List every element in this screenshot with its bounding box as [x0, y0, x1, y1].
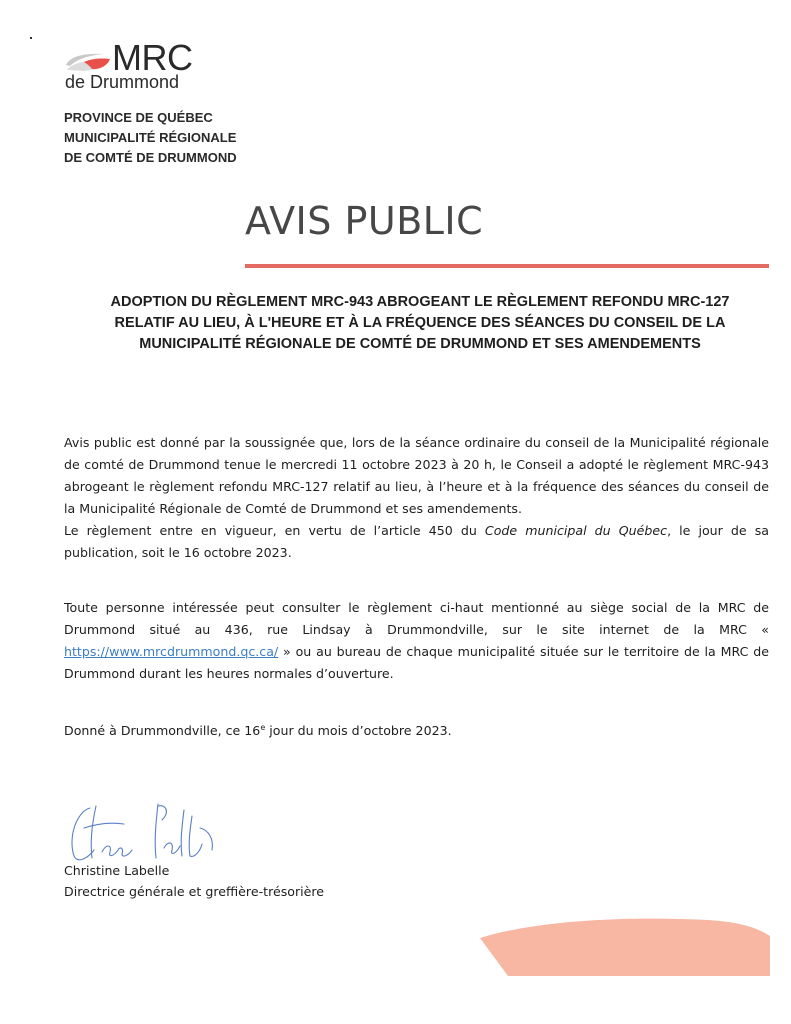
handwritten-signature	[62, 798, 222, 868]
org-line: DE COMTÉ DE DRUMMOND	[64, 150, 237, 165]
ordinal-suffix: e	[260, 722, 266, 732]
paragraph-effective-date	[64, 520, 769, 564]
mrc-logo	[64, 37, 214, 96]
logo-subtitle: de Drummond	[65, 72, 180, 92]
text: jour du mois d’octobre 2023.	[265, 723, 452, 738]
title-underline	[245, 264, 769, 268]
mrc-logo-swoosh-icon	[64, 50, 110, 72]
org-line: MUNICIPALITÉ RÉGIONALE	[64, 130, 237, 145]
text: » ou au bureau de chaque municipalité située sur le territoire de la MRC de Drummond durant les heures normales d’ouverture.	[64, 644, 769, 681]
signatory-name: Christine Labelle	[64, 863, 170, 878]
organization-block	[64, 108, 237, 168]
org-line: PROVINCE DE QUÉBEC	[64, 110, 213, 125]
paragraph-consultation	[64, 597, 769, 685]
logo-name: MRC	[112, 37, 193, 78]
text: , le jour de sa publication, soit le 16 octobre 2023.	[64, 523, 770, 560]
text: Donné à Drummondville, ce 16	[64, 723, 261, 738]
decorative-swoosh	[478, 918, 770, 978]
signatory-title: Directrice générale et greffière-trésorière	[64, 884, 325, 899]
website-link[interactable]: https://www.mrcdrummond.qc.ca/	[64, 644, 279, 659]
text: Le règlement entre en vigueur, en vertu de l’article 450 du	[64, 523, 485, 538]
page-title: AVIS PUBLIC	[245, 199, 484, 243]
scan-speck	[30, 37, 32, 39]
text: Toute personne intéressée peut consulter le règlement ci-haut mentionné au siège social de la MRC de Drummond situé au 436, rue Lindsay à Drummondville, sur le site internet de la MRC «	[64, 600, 769, 637]
code-municipal-title: Code municipal du Québec	[484, 523, 668, 538]
notice-subject: ADOPTION DU RÈGLEMENT MRC-943 ABROGEANT LE RÈGLEMENT REFONDU MRC-127 RELATIF AU LIEU, À L'HEURE ET À LA FRÉQUENCE DES SÉANCES DU CONSEIL DE LA MUNICIPALITÉ RÉGIONALE DE COMTÉ DE DRUMMOND ET SES AMENDEMENTS	[110, 294, 730, 352]
paragraph-given-at	[64, 720, 769, 742]
paragraph-adoption: Avis public est donné par la soussignée que, lors de la séance ordinaire du conseil de la Municipalité régionale de comté de Drummond tenue le mercredi 11 octobre 2023 à 20 h, le Conseil a adopté le règlement MRC-943 abrogeant le règlement refondu MRC-127 relatif au lieu, à l’heure et à la fréquence des séances du conseil de la Municipalité Régionale de Comté de Drummond et ses amendements.	[64, 435, 769, 516]
